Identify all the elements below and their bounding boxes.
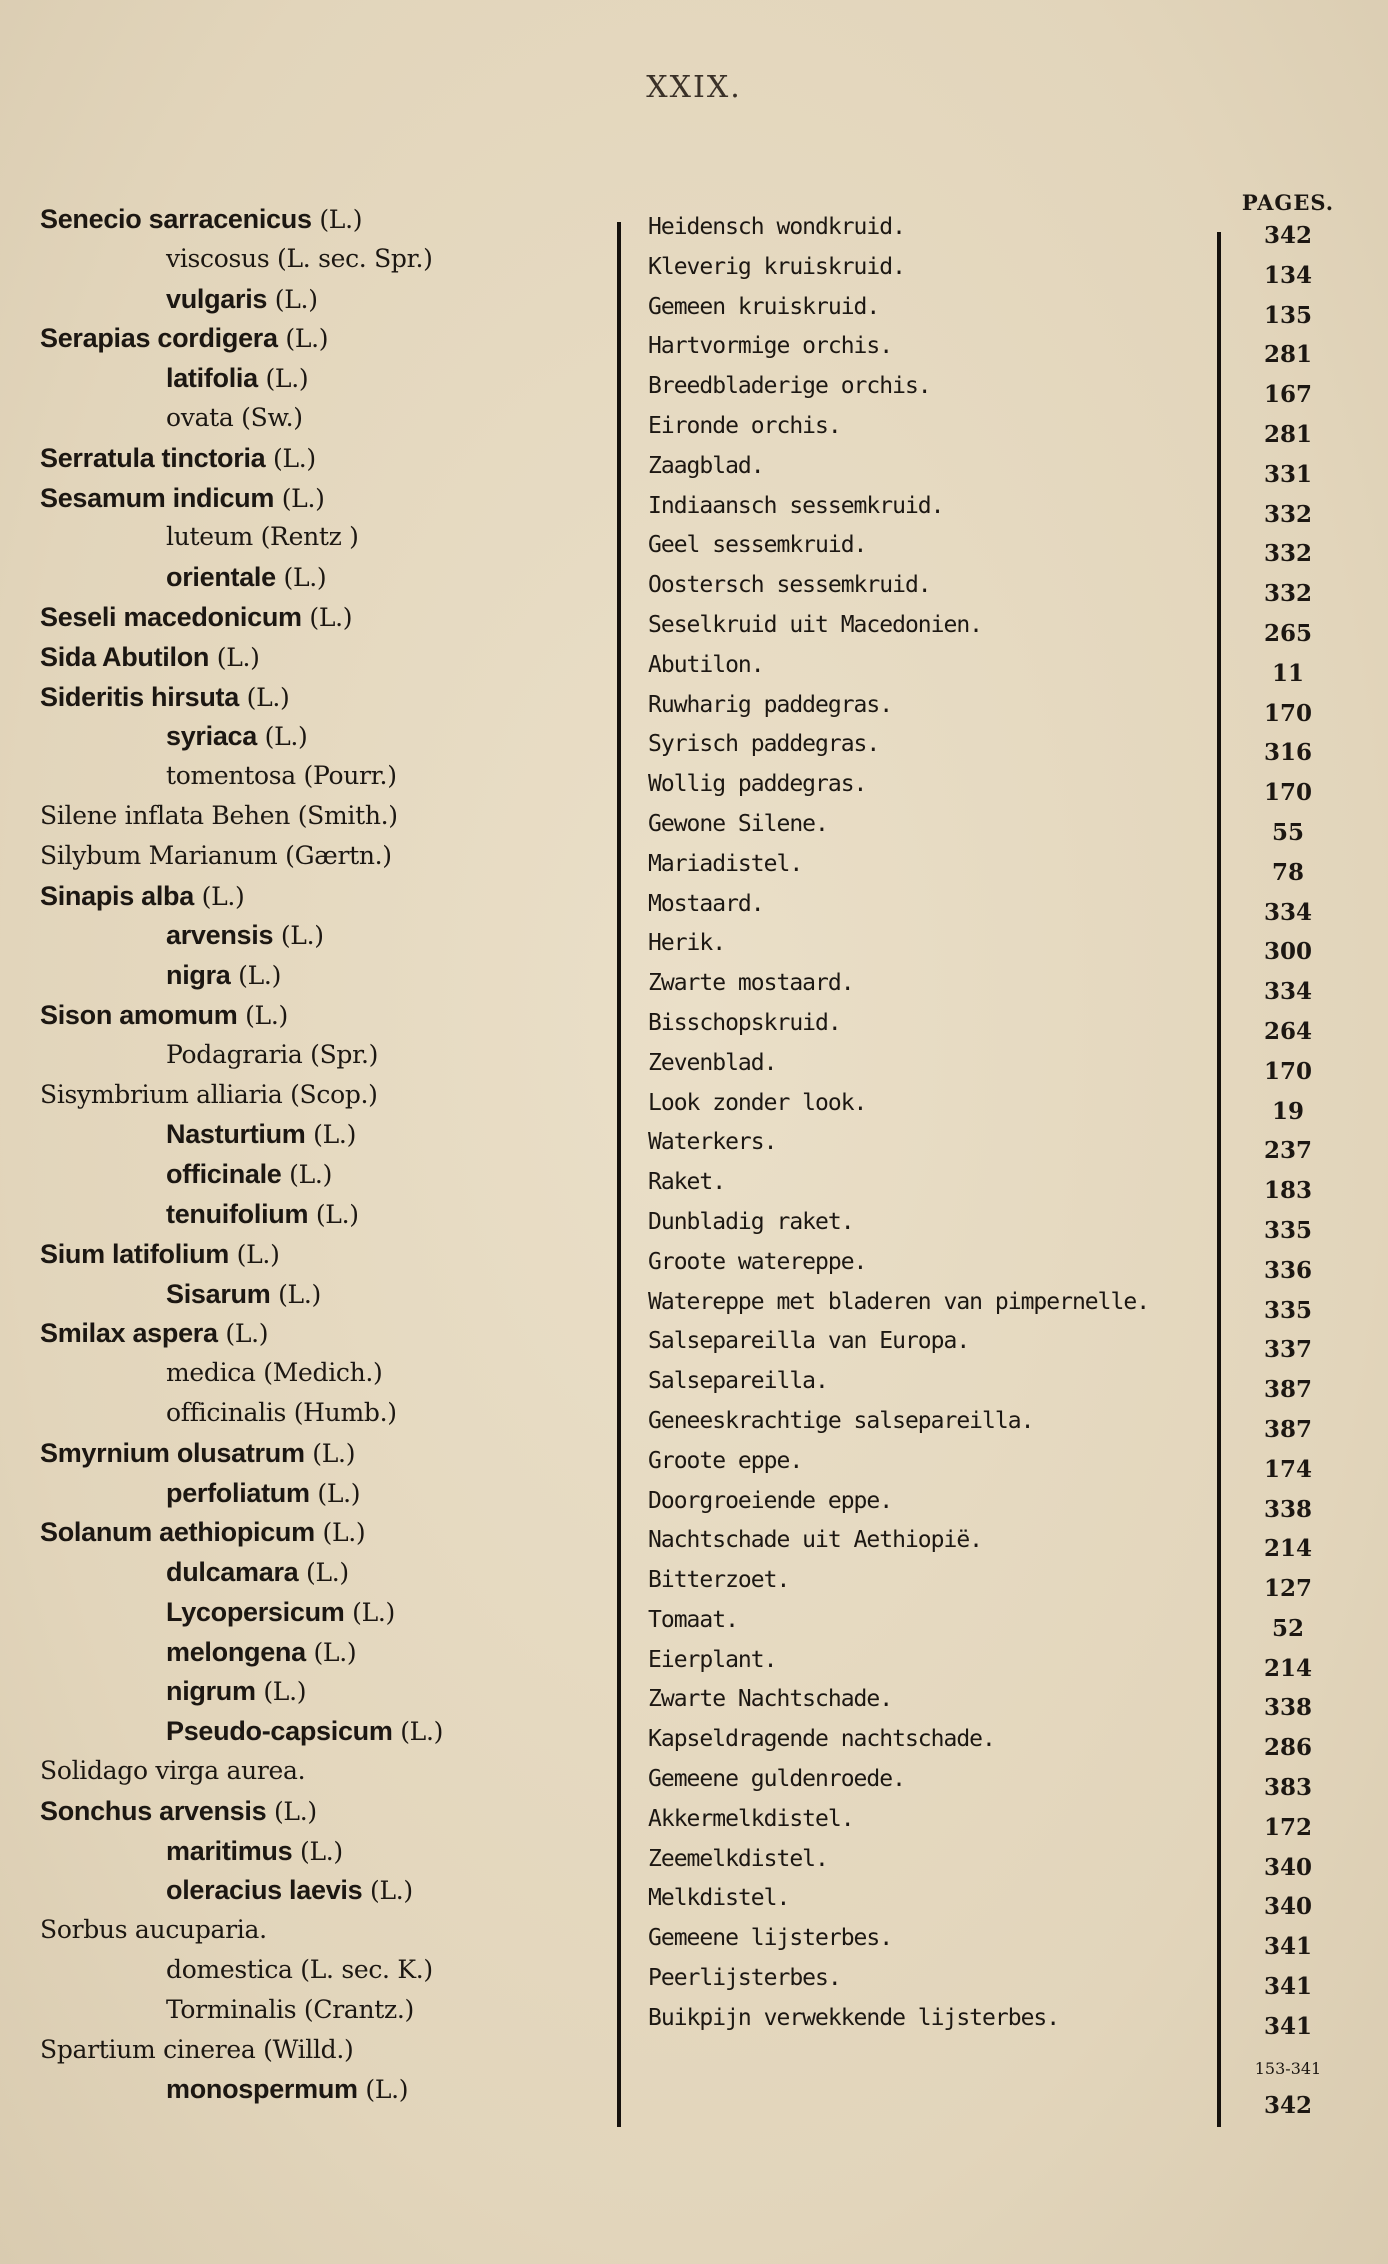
page-ref: 341 bbox=[1263, 2012, 1312, 2040]
dutch-name: Akkermelkdistel. bbox=[648, 1805, 854, 1832]
species-name: Sorbus aucuparia. bbox=[40, 1915, 267, 1945]
latin-name bbox=[166, 721, 308, 752]
page-ref: 153-341 bbox=[1254, 2058, 1322, 2078]
species-author: (Medich.) bbox=[255, 1358, 383, 1388]
species-name: Lycopersicum bbox=[166, 1596, 345, 1627]
species-author: (L.) bbox=[217, 1319, 269, 1349]
page-ref: 335 bbox=[1263, 1296, 1312, 1324]
index-row bbox=[0, 717, 1388, 767]
species-author: (L.) bbox=[255, 1677, 307, 1707]
species-author: (L.) bbox=[193, 881, 245, 911]
species-author: (L.) bbox=[344, 1597, 395, 1627]
species-author: (L.) bbox=[357, 2075, 409, 2105]
index-row bbox=[0, 1991, 1388, 2040]
latin-name bbox=[166, 920, 324, 951]
species-author: (L.) bbox=[308, 1199, 359, 1229]
species-name: perfoliatum bbox=[166, 1477, 310, 1508]
pages-column-header: PAGES. bbox=[1241, 190, 1335, 215]
page-ref: 342 bbox=[1263, 2092, 1312, 2120]
species-name: Silene inflata Behen bbox=[40, 800, 291, 830]
index-row bbox=[0, 1354, 1388, 1404]
species-name: Sisarum bbox=[166, 1278, 271, 1309]
dutch-name: Eierplant. bbox=[648, 1646, 777, 1673]
species-author: (L.) bbox=[301, 602, 353, 632]
page-ref: 265 bbox=[1263, 619, 1312, 647]
species-name: dulcamara bbox=[166, 1557, 299, 1588]
page-ref: 300 bbox=[1263, 938, 1312, 966]
latin-name bbox=[166, 1597, 395, 1628]
index-row bbox=[0, 1633, 1388, 1682]
dutch-name: Zevenblad. bbox=[648, 1049, 777, 1076]
index-row bbox=[0, 1195, 1388, 1244]
species-author: (Willd.) bbox=[255, 2034, 354, 2064]
latin-name bbox=[166, 403, 303, 432]
dutch-name: Nachtschade uit Aethiopië. bbox=[648, 1527, 983, 1554]
page-ref: 387 bbox=[1263, 1376, 1312, 1404]
index-row bbox=[0, 638, 1388, 687]
dutch-name: Zaagblad. bbox=[648, 452, 764, 479]
species-name: tomentosa bbox=[166, 761, 296, 791]
species-name: Smyrnium olusatrum bbox=[40, 1437, 305, 1468]
index-row bbox=[0, 1911, 1388, 1961]
index-row bbox=[0, 1792, 1388, 1841]
species-name: Sida Abutilon bbox=[40, 641, 210, 672]
species-name: vulgaris bbox=[166, 283, 268, 314]
page-ref: 332 bbox=[1263, 500, 1312, 528]
dutch-name: Abutilon. bbox=[648, 651, 764, 678]
species-name: arvensis bbox=[166, 920, 274, 951]
page-ref: 335 bbox=[1263, 1216, 1312, 1244]
latin-name bbox=[166, 1637, 356, 1668]
latin-name bbox=[40, 1756, 305, 1785]
dutch-name: Wollig paddegras. bbox=[648, 771, 867, 798]
species-author: (L.) bbox=[275, 563, 327, 593]
species-name: Pseudo-capsicum bbox=[166, 1716, 393, 1747]
dutch-name: Heidensch wondkruid. bbox=[648, 214, 905, 240]
latin-name bbox=[166, 2074, 408, 2105]
dutch-name: Melkdistel. bbox=[648, 1885, 790, 1912]
dutch-name: Zwarte mostaard. bbox=[648, 970, 854, 997]
species-author: (L.) bbox=[298, 1558, 349, 1588]
species-name: Solanum aethiopicum bbox=[40, 1517, 315, 1548]
species-author: (Spr.) bbox=[302, 1039, 379, 1069]
species-author: (Gærtn.) bbox=[277, 840, 392, 870]
species-name: latifolia bbox=[166, 363, 258, 394]
species-author: (L.) bbox=[266, 1796, 317, 1826]
index-row bbox=[0, 996, 1388, 1045]
dutch-name: Mariadistel. bbox=[648, 850, 803, 877]
species-author: (L.) bbox=[257, 722, 308, 752]
index-row bbox=[0, 280, 1388, 329]
page-ref: 52 bbox=[1271, 1614, 1304, 1642]
dutch-name: Gemeene guldenroede. bbox=[648, 1766, 905, 1793]
species-name: luteum bbox=[166, 522, 253, 552]
page-ref: 172 bbox=[1263, 1813, 1312, 1841]
species-author: (Pourr.) bbox=[295, 761, 397, 791]
index-row bbox=[0, 1155, 1388, 1205]
species-author: (Sw.) bbox=[233, 402, 303, 432]
page-ref: 334 bbox=[1263, 978, 1312, 1006]
page-ref: 338 bbox=[1263, 1694, 1312, 1722]
index-row bbox=[0, 1513, 1388, 1563]
index-row bbox=[0, 1115, 1388, 1165]
species-author: (L.) bbox=[209, 642, 260, 672]
species-author: (Crantz.) bbox=[296, 1994, 414, 2024]
dutch-name: Salsepareilla. bbox=[648, 1368, 828, 1395]
dutch-name: Breedbladerige orchis. bbox=[648, 373, 931, 400]
latin-name bbox=[166, 1836, 343, 1867]
page-ref: 167 bbox=[1263, 381, 1312, 409]
species-name: Nasturtium bbox=[166, 1119, 306, 1150]
latin-name bbox=[166, 363, 308, 394]
index-row bbox=[0, 439, 1388, 488]
species-author: (L.) bbox=[237, 1000, 288, 1030]
species-name: medica bbox=[166, 1358, 256, 1388]
species-author: (L.) bbox=[274, 483, 325, 513]
latin-name bbox=[166, 1159, 332, 1190]
species-author: (Humb.) bbox=[286, 1397, 397, 1427]
latin-name bbox=[40, 881, 244, 912]
dutch-name: Geneeskrachtige salsepareilla. bbox=[648, 1407, 1034, 1434]
species-name: Sonchus arvensis bbox=[40, 1795, 267, 1826]
latin-name bbox=[166, 1955, 433, 1984]
species-author: (L.) bbox=[265, 443, 316, 473]
page-ref: 237 bbox=[1263, 1137, 1312, 1165]
latin-name bbox=[166, 1398, 397, 1427]
species-name: Torminalis bbox=[166, 1994, 297, 2024]
species-name: Solidago virga aurea. bbox=[40, 1756, 306, 1786]
page-ref: 127 bbox=[1263, 1575, 1312, 1603]
page-ref: 78 bbox=[1271, 858, 1304, 886]
species-author: (L.) bbox=[309, 1478, 361, 1508]
page-ref: 340 bbox=[1263, 1893, 1312, 1921]
dutch-name: Syrisch paddegras. bbox=[648, 731, 880, 758]
species-name: officinale bbox=[166, 1159, 282, 1190]
species-author: (L.) bbox=[229, 1239, 280, 1269]
index-row bbox=[0, 558, 1388, 608]
page-ref: 170 bbox=[1263, 699, 1312, 727]
dutch-name: Gemeen kruiskruid. bbox=[648, 293, 880, 320]
page-ref: 338 bbox=[1263, 1495, 1312, 1523]
dutch-name: Kapseldragende nachtschade. bbox=[648, 1726, 995, 1753]
species-author: (L.) bbox=[362, 1876, 413, 1906]
species-name: domestica bbox=[166, 1955, 293, 1985]
page-ref: 341 bbox=[1263, 1973, 1312, 2001]
page-ref: 332 bbox=[1263, 540, 1312, 568]
dutch-name: Herik. bbox=[648, 930, 726, 957]
index-row bbox=[0, 1553, 1388, 1603]
index-row bbox=[0, 598, 1388, 647]
species-name: Spartium cinerea bbox=[40, 2034, 256, 2064]
species-author: (L.) bbox=[292, 1836, 343, 1866]
latin-name bbox=[166, 1557, 349, 1588]
latin-name bbox=[166, 1676, 306, 1707]
latin-name bbox=[166, 960, 281, 991]
page-ref: 214 bbox=[1263, 1535, 1312, 1563]
index-table bbox=[0, 200, 1388, 2120]
dutch-name: Tomaat. bbox=[648, 1606, 738, 1633]
page-ref: 19 bbox=[1271, 1097, 1304, 1125]
index-row bbox=[0, 1314, 1388, 1364]
page-ref: 281 bbox=[1263, 420, 1312, 448]
species-author: (L.) bbox=[314, 1518, 366, 1548]
latin-name bbox=[40, 483, 325, 514]
latin-name bbox=[40, 204, 362, 235]
page-ref: 340 bbox=[1263, 1853, 1312, 1881]
page-ref: 342 bbox=[1263, 222, 1312, 249]
latin-name bbox=[166, 1875, 413, 1906]
page-ref: 55 bbox=[1271, 818, 1304, 846]
dutch-name: Groote watereppe. bbox=[648, 1248, 867, 1275]
latin-name bbox=[166, 1995, 414, 2024]
species-name: officinalis bbox=[166, 1397, 287, 1427]
dutch-name: Peerlijsterbes. bbox=[648, 1965, 841, 1992]
dutch-name: Gewone Silene. bbox=[648, 810, 828, 837]
dutch-name: Buikpijn verwekkende lijsterbes. bbox=[648, 2004, 1060, 2031]
dutch-name: Dunbladig raket. bbox=[648, 1208, 854, 1235]
dutch-name: Salsepareilla van Europa. bbox=[648, 1328, 970, 1355]
dutch-name: Waterkers. bbox=[648, 1129, 777, 1156]
page-ref: 341 bbox=[1263, 1933, 1312, 1961]
page-ref: 387 bbox=[1263, 1415, 1312, 1443]
species-name: viscosus bbox=[166, 243, 270, 273]
species-author: (L. sec. Spr.) bbox=[269, 243, 433, 273]
species-name: Sison amomum bbox=[40, 999, 238, 1030]
latin-name bbox=[40, 1517, 365, 1548]
species-author: (L.) bbox=[277, 324, 329, 354]
index-row bbox=[0, 757, 1388, 807]
index-row bbox=[0, 1672, 1388, 1722]
latin-name bbox=[40, 1080, 378, 1109]
latin-name bbox=[166, 562, 326, 593]
species-name: monospermum bbox=[166, 2074, 358, 2105]
latin-name bbox=[40, 323, 328, 354]
dutch-name: Bisschopskruid. bbox=[648, 1009, 841, 1036]
dutch-name: Ruwharig paddegras. bbox=[648, 691, 893, 718]
page-ref: 336 bbox=[1263, 1256, 1312, 1284]
page-ref: 134 bbox=[1263, 261, 1312, 289]
species-author: (L.) bbox=[270, 1279, 321, 1309]
latin-name bbox=[40, 1239, 280, 1270]
index-row bbox=[0, 319, 1388, 369]
species-name: tenuifolium bbox=[166, 1198, 309, 1229]
species-name: Sideritis hirsuta bbox=[40, 681, 239, 712]
index-row bbox=[0, 518, 1388, 568]
index-row bbox=[0, 678, 1388, 727]
species-name: Sesamum indicum bbox=[40, 482, 275, 513]
index-row bbox=[0, 399, 1388, 448]
dutch-name: Oostersch sessemkruid. bbox=[648, 572, 931, 599]
index-row bbox=[0, 1394, 1388, 1443]
latin-name bbox=[166, 522, 359, 551]
species-name: Seseli macedonicum bbox=[40, 601, 302, 632]
species-name: Sisymbrium alliaria bbox=[40, 1079, 283, 1109]
dutch-name: Hartvormige orchis. bbox=[648, 333, 893, 360]
species-name: Silybum Marianum bbox=[40, 840, 278, 870]
species-author: (Rentz ) bbox=[252, 522, 359, 552]
index-row bbox=[0, 1474, 1388, 1523]
index-row bbox=[0, 1832, 1388, 1881]
dutch-name: Gemeene lijsterbes. bbox=[648, 1925, 893, 1952]
latin-name bbox=[40, 1915, 267, 1944]
dutch-name: Look zonder look. bbox=[648, 1089, 867, 1116]
latin-name bbox=[40, 2035, 353, 2064]
index-row bbox=[0, 1752, 1388, 1802]
dutch-name: Indiaansch sessemkruid. bbox=[648, 492, 944, 519]
dutch-name: Zeemelkdistel. bbox=[648, 1845, 828, 1872]
latin-name bbox=[40, 602, 352, 633]
dutch-name: Bitterzoet. bbox=[648, 1567, 790, 1594]
species-name: orientale bbox=[166, 562, 276, 593]
latin-name bbox=[40, 682, 289, 713]
species-name: ovata bbox=[166, 402, 234, 432]
page-ref: 316 bbox=[1263, 739, 1312, 767]
index-row bbox=[0, 877, 1388, 926]
species-author: (L.) bbox=[305, 1120, 357, 1150]
species-author: (Smith.) bbox=[290, 800, 398, 830]
species-name: Podagraria bbox=[166, 1039, 303, 1069]
species-name: nigrum bbox=[166, 1676, 256, 1707]
latin-name bbox=[166, 1119, 356, 1150]
index-row bbox=[0, 956, 1388, 1006]
species-name: Sinapis alba bbox=[40, 880, 194, 911]
latin-name bbox=[40, 1796, 317, 1827]
latin-name bbox=[166, 244, 433, 273]
index-row bbox=[0, 797, 1388, 846]
species-author: (Scop.) bbox=[282, 1079, 378, 1109]
page-ref: 331 bbox=[1263, 460, 1312, 488]
page-ref: 170 bbox=[1263, 1057, 1312, 1085]
latin-name bbox=[166, 1279, 321, 1310]
index-row bbox=[0, 1712, 1388, 1762]
page-ref: 174 bbox=[1263, 1455, 1312, 1483]
species-name: Serapias cordigera bbox=[40, 323, 278, 354]
dutch-name: Watereppe met bladeren van pimpernelle. bbox=[648, 1288, 1150, 1315]
latin-name bbox=[166, 284, 318, 315]
latin-name bbox=[40, 841, 392, 870]
latin-name bbox=[166, 1478, 360, 1509]
species-author: (L.) bbox=[311, 205, 363, 234]
latin-name bbox=[40, 1318, 268, 1349]
latin-name bbox=[166, 1716, 443, 1747]
index-row bbox=[0, 2070, 1388, 2120]
index-row bbox=[0, 1871, 1388, 1921]
species-name: melongena bbox=[166, 1636, 306, 1667]
dutch-name: Seselkruid uit Macedonien. bbox=[648, 611, 983, 638]
species-name: Sium latifolium bbox=[40, 1238, 230, 1269]
dutch-name: Kleverig kruiskruid. bbox=[648, 253, 905, 280]
species-author: (L.) bbox=[392, 1717, 444, 1747]
dutch-name: Geel sessemkruid. bbox=[648, 532, 867, 559]
latin-name bbox=[166, 1040, 378, 1069]
page-number: XXIX. bbox=[646, 70, 742, 105]
index-row bbox=[0, 837, 1388, 886]
species-name: syriaca bbox=[166, 721, 257, 752]
index-row bbox=[0, 200, 1388, 249]
dutch-name: Raket. bbox=[648, 1169, 726, 1196]
latin-name bbox=[40, 1438, 355, 1469]
index-row bbox=[0, 240, 1388, 289]
index-row bbox=[0, 479, 1388, 528]
species-author: (L.) bbox=[273, 921, 324, 951]
page-ref: 214 bbox=[1263, 1654, 1312, 1682]
dutch-name: Groote eppe. bbox=[648, 1447, 803, 1474]
species-name: Smilax aspera bbox=[40, 1318, 218, 1349]
species-author: (L.) bbox=[238, 682, 290, 712]
index-row bbox=[0, 359, 1388, 409]
page-ref: 11 bbox=[1271, 659, 1304, 687]
page-ref: 383 bbox=[1263, 1774, 1312, 1802]
page-ref: 334 bbox=[1263, 898, 1312, 926]
species-author: (L.) bbox=[267, 284, 318, 314]
index-row bbox=[0, 1036, 1388, 1085]
page-ref: 170 bbox=[1263, 779, 1312, 807]
dutch-name: Mostaard. bbox=[648, 890, 764, 917]
page-ref: 281 bbox=[1263, 341, 1312, 369]
latin-name bbox=[166, 761, 397, 790]
latin-name bbox=[166, 1358, 383, 1387]
index-row bbox=[0, 1235, 1388, 1284]
species-name: Senecio sarracenicus bbox=[40, 204, 312, 234]
species-author: (L. sec. K.) bbox=[292, 1955, 433, 1985]
species-author: (L.) bbox=[257, 364, 309, 394]
species-name: maritimus bbox=[166, 1835, 293, 1866]
latin-name bbox=[40, 642, 260, 673]
latin-name bbox=[40, 443, 316, 474]
page-ref: 337 bbox=[1263, 1336, 1312, 1364]
latin-name bbox=[40, 801, 398, 830]
dutch-name: Doorgroeiende eppe. bbox=[648, 1487, 893, 1514]
index-row bbox=[0, 1593, 1388, 1642]
species-name: Serratula tinctoria bbox=[40, 442, 266, 473]
page-ref: 332 bbox=[1263, 580, 1312, 608]
dutch-name: Eironde orchis. bbox=[648, 412, 841, 439]
species-author: (L.) bbox=[304, 1438, 356, 1468]
page-ref: 183 bbox=[1263, 1177, 1312, 1205]
species-author: (L.) bbox=[281, 1160, 333, 1190]
species-name: nigra bbox=[166, 960, 231, 991]
dutch-name: Zwarte Nachtschade. bbox=[648, 1686, 893, 1713]
index-row bbox=[0, 1076, 1388, 1125]
index-row bbox=[0, 1951, 1388, 2001]
page-ref: 286 bbox=[1263, 1734, 1312, 1762]
latin-name bbox=[40, 1000, 288, 1031]
page-ref: 264 bbox=[1263, 1017, 1312, 1045]
species-name: oleracius laevis bbox=[166, 1875, 363, 1906]
index-row bbox=[0, 1275, 1388, 1324]
species-author: (L.) bbox=[230, 961, 282, 991]
latin-name bbox=[166, 1199, 359, 1230]
index-row bbox=[0, 1434, 1388, 1483]
index-row bbox=[0, 2031, 1388, 2078]
page-ref: 135 bbox=[1263, 301, 1312, 329]
index-row bbox=[0, 916, 1388, 966]
species-author: (L.) bbox=[305, 1637, 357, 1667]
